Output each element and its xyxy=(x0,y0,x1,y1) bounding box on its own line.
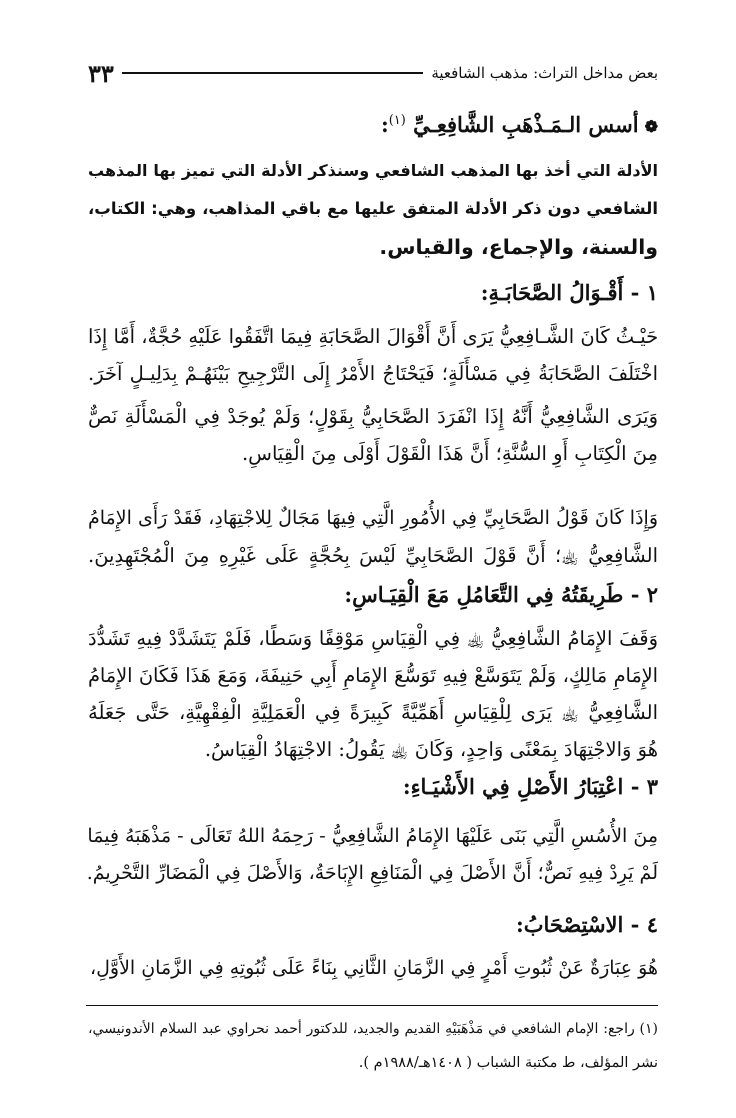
text-line: مِنَ الأُسُسِ الَّتِي بَنَى عَلَيْهَا الإِمَامُ الشَّافِعِيُّ - رَحِمَهُ اللهُ تَعَالَى - مَذْهَبَهُ فِيمَا xyxy=(87,825,658,847)
intro-line: والسنة، والإجماع، والقياس. xyxy=(379,235,658,259)
page-header xyxy=(88,58,658,88)
header-rule xyxy=(122,72,424,74)
item-heading: ١ - أَقْـوَالُ الصَّحَابَـةِ: xyxy=(480,280,658,305)
text-line: هُوَ عِبَارَةٌ عَنْ ثُبُوتِ أَمْرٍ فِي الزَّمَانِ الثَّانِي بِنَاءً عَلَى ثُبُوتِهِ فِي الزَّمَانِ الأَوَّلِ، xyxy=(89,957,658,979)
text-line: حَيْـثُ كَانَ الشَّـافِعِيُّ يَرَى أَنَّ أَقْوَالَ الصَّحَابَةِ فِيمَا اتَّفَقُوا عَلَيْهِ حُجَّةٌ، أَمَّا إِذَا xyxy=(88,325,658,348)
page-number: ٣٣ xyxy=(88,58,114,88)
text-line: الشَّافِعِيُّ ﵀؛ أَنَّ قَوْلَ الصَّحَابِيِّ لَيْسَ بِحُجَّةٍ عَلَى غَيْرِهِ مِنَ الْمُجْتَهِدِينَ. xyxy=(88,544,658,567)
item-paragraph xyxy=(88,950,658,987)
item-paragraph xyxy=(88,818,658,892)
intro-line: الأدلة التي أخذ بها المذهب الشافعي وسنذكر الأدلة التي تميز بها المذهب xyxy=(88,161,658,180)
footnote-line: (١) راجع: الإمام الشافعي في مَذْهَبَيْهِ القديم والجديد، للدكتور أحمد نحراوي عبد السلام الأندونيسي، xyxy=(88,1021,658,1037)
item-heading: ٢ - طَرِيقَتُهُ فِي التَّعَامُلِ مَعَ الْقِيَـاسِ: xyxy=(344,582,658,607)
text-line: الإِمَامِ مَالِكٍ، وَلَمْ يَتَوَسَّعْ فِيهِ تَوَسُّعَ الإِمَامِ أَبِي حَنِيفَةَ، وَمَعَ هَذَا فَكَانَ الإِمَامُ xyxy=(88,664,658,687)
item-paragraph xyxy=(88,500,658,574)
text-line: وَيَرَى الشَّافِعِيُّ أَنَّهُ إِذَا انْفَرَدَ الصَّحَابِيُّ بِقَوْلٍ؛ وَلَمْ يُوجَدْ فِي الْمَسْأَلَةِ نَصٌّ xyxy=(88,405,658,428)
text-line: لَمْ يَرِدْ فِيهِ نَصٌّ؛ أَنَّ الأَصْلَ فِي الْمَنَافِعِ الإِبَاحَةُ، وَالأَصْلَ فِي الْمَضَارِّ التَّحْرِيمُ. xyxy=(86,862,658,884)
footnote-reference: (١) xyxy=(388,113,406,128)
text-line: وَإِذَا كَانَ قَوْلُ الصَّحَابِيِّ فِي الأُمُورِ الَّتِي فِيهَا مَجَالٌ لِلاجْتِهَادِ، فَقَدْ رَأَى الإِمَامُ xyxy=(88,507,658,529)
footnote xyxy=(88,1012,658,1080)
item-paragraph xyxy=(88,620,658,768)
section-title: أسس الـمَـذْهَبِ الشَّافِعِـيِّ xyxy=(413,112,639,137)
text-line: مِنَ الْكِتَابِ أَوِ السُّنَّةِ؛ أَنَّ هَذَا الْقَوْلَ أَوْلَى مِنَ الْقِيَاسِ. xyxy=(241,442,658,465)
section-heading xyxy=(88,104,658,144)
item-paragraph xyxy=(88,398,658,472)
text-line: هُوَ وَالاجْتِهَادَ بِمَعْنًى وَاحِدٍ، وَكَانَ ﵀ يَقُولُ: الاجْتِهَادُ الْقِيَاسُ. xyxy=(204,738,658,761)
intro-paragraph xyxy=(88,152,658,266)
text-line: اخْتَلَفَ الصَّحَابَةُ فِي مَسْأَلَةٍ؛ فَيَحْتَاجُ الأَمْرُ إِلَى التَّرْجِيحِ بَيْنَهُـمْ بِدَلِيـلٍ آخَرَ. xyxy=(88,362,658,385)
item-paragraph xyxy=(88,318,658,392)
section-colon: : xyxy=(380,112,389,137)
running-title: بعض مداخل التراث: مذهب الشافعية xyxy=(431,64,658,82)
item-heading: ٤ - الاسْتِصْحَابُ: xyxy=(515,912,658,937)
footnote-line: نشر المؤلف، ط مكتبة الشباب ( ١٤٠٨هـ/١٩٨٨م ). xyxy=(358,1055,658,1071)
text-line: وَقَفَ الإِمَامُ الشَّافِعِيُّ ﵀ فِي الْقِيَاسِ مَوْقِفًا وَسَطًا، فَلَمْ يَتَشَدَّدْ فِيهِ تَشَدُّدَ xyxy=(88,627,658,650)
footnote-separator xyxy=(86,1005,658,1006)
intro-line: الشافعي دون ذكر الأدلة المتفق عليها مع باقي المذاهب، وهي: الكتاب، xyxy=(88,199,658,218)
flower-ornament-icon: ❁ xyxy=(644,117,658,136)
item-heading: ٣ - اعْتِبَارُ الأَصْلِ فِي الأَشْيَـاءِ: xyxy=(402,774,658,799)
text-line: الشَّافِعِيُّ ﵀ يَرَى لِلْقِيَاسِ أَهَمِّيَّةً كَبِيرَةً فِي الْعَمَلِيَّةِ الْفِقْهِيَّةِ، حَتَّى جَعَلَهُ xyxy=(88,701,658,724)
